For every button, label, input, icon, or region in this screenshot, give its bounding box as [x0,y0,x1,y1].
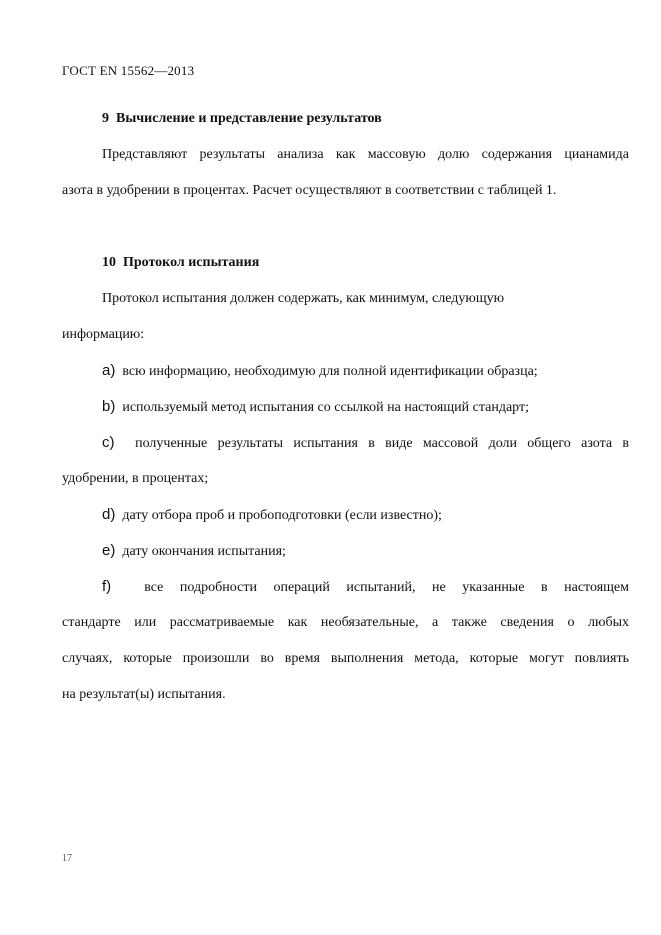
section-10-intro-line-2: информацию: [62,327,145,342]
list-item-f-text: все подробности операций испытаний, не указанные в настоящем [144,580,630,595]
list-item-c [62,425,629,462]
list-item-f-continuation-3: на результат(ы) испытания. [62,687,226,702]
section-10-heading [62,245,629,281]
standard-code-header: ГОСТ EN 15562—2013 [62,63,195,78]
list-item-b [62,389,629,426]
section-9-paragraph-line-2: азота в удобрении в процентах. Расчет осуществляют в соответствии с таблицей 1. [62,183,557,198]
list-item-d [62,497,629,534]
page-number: 17 [62,853,72,864]
section-10-intro-line-1: Протокол испытания должен содержать, как минимум, следующую [102,291,505,306]
list-item-d-text: дату отбора проб и пробоподготовки (если известно); [122,508,442,523]
list-item-e-text: дату окончания испытания; [122,544,286,559]
list-item-d-letter: d) [102,506,116,523]
section-9-paragraph-line-1: Представляют результаты анализа как массовую долю содержания цианамида [102,147,629,162]
list-item-c-text: полученные результаты испытания в виде массовой доли общего азота в [135,436,629,451]
section-10-title: Протокол испытания [123,255,260,270]
list-item-c-letter: c) [102,434,115,451]
list-item-f-continuation-2: случаях, которые произошли во время выполнения метода, которые могут повлиять [62,651,629,666]
section-9-title: Вычисление и представление результатов [116,111,382,126]
section-9-heading [62,101,629,137]
list-item-b-text: используемый метод испытания со ссылкой на настоящий стандарт; [122,400,529,415]
list-item-e-letter: e) [102,542,116,559]
list-item-f-continuation-1: стандарте или рассматриваемые как необязательные, а также сведения о любых [62,615,629,630]
list-item-a-text: всю информацию, необходимую для полной идентификации образца; [122,364,538,379]
list-item-b-letter: b) [102,398,116,415]
list-item-f [62,569,629,606]
list-item-a-letter: a) [102,362,116,379]
list-item-a [62,353,629,390]
section-10-number: 10 [102,255,116,270]
list-item-c-continuation: удобрении, в процентах; [62,471,209,486]
list-item-f-letter: f) [102,578,112,595]
section-9-number: 9 [102,111,109,126]
list-item-e [62,533,629,570]
